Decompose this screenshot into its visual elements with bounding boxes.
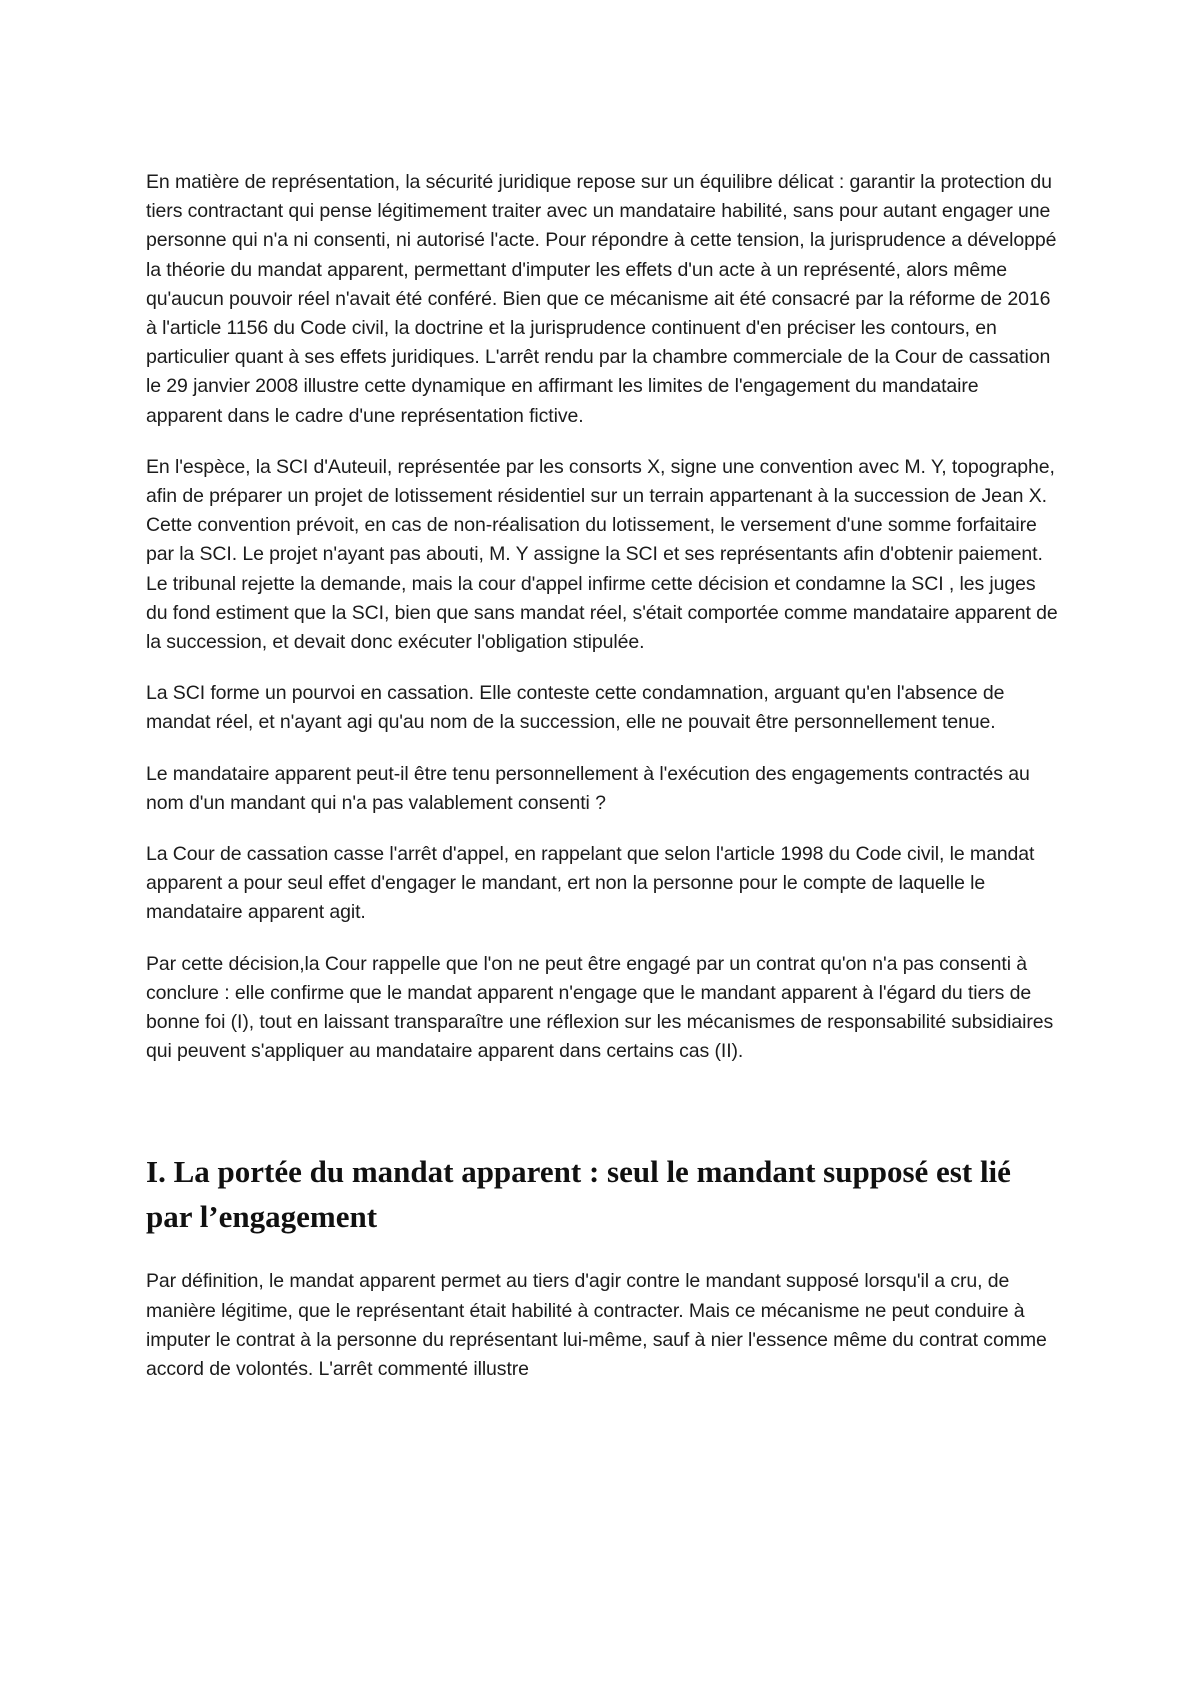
facts-paragraph: En l'espèce, la SCI d'Auteuil, représentée par les consorts X, signe une convention avec M. Y, topographe, afin de préparer un projet de lotissement résidentiel sur un terrain appartenant à la succession de Jean X. Cette convention prévoit, en cas de non-réalisation du lotissement, le versement d'une somme forfaitaire par la SCI. Le projet n'ayant pas abouti, M. Y assigne la SCI et ses représentants afin d'obtenir paiement. Le tribunal rejette la demande, mais la cour d'appel infirme cette décision et condamne la SCI , les juges du fond estiment que la SCI, bien que sans mandat réel, s'était comportée comme mandataire apparent de la succession, et devait donc exécuter l'obligation stipulée.: [146, 455, 1058, 654]
decision-paragraph: La Cour de cassation casse l'arrêt d'appel, en rappelant que selon l'article 1998 du Code civil, le mandat apparent a pour seul effet d'engager le mandant, ert non la personne pour le compte de laquelle le mandataire apparent agit.: [146, 843, 1035, 924]
appeal-paragraph: La SCI forme un pourvoi en cassation. Elle conteste cette condamnation, arguant qu'en l'absence de mandat réel, et n'ayant agi qu'au nom de la succession, elle ne pouvait être personnellement tenue.: [146, 682, 1005, 734]
section-heading: I. La portée du mandat apparent : seul le mandant supposé est lié par l’engagement: [146, 1154, 1011, 1235]
intro-paragraph: En matière de représentation, la sécurité juridique repose sur un équilibre délicat : garantir la protection du tiers contractant qui pense légitimement traiter avec un mandataire habilité, sans pour autant engager une personne qui n'a ni consenti, ni autorisé l'acte. Pour répondre à cette tension, la jurisprudence a développé la théorie du mandat apparent, permettant d'imputer les effets d'un acte à un représenté, alors même qu'aucun pouvoir réel n'avait été conféré. Bien que ce mécanisme ait été consacré par la réforme de 2016 à l'article 1156 du Code civil, la doctrine et la jurisprudence continuent d'en préciser les contours, en particulier quant à ses effets juridiques. L'arrêt rendu par la chambre commerciale de la Cour de cassation le 29 janvier 2008 illustre cette dynamique en affirmant les limites de l'engagement du mandataire apparent dans le cadre d'une représentation fictive.: [146, 171, 1057, 427]
plan-paragraph: Par cette décision,la Cour rappelle que l'on ne peut être engagé par un contrat qu'on n'a pas consenti à conclure : elle confirme que le mandat apparent n'engage que le mandant apparent à l'égard du tiers de bonne foi (I), tout en laissant transparaître une réflexion sur les mécanismes de responsabilité subsidiaires qui peuvent s'appliquer au mandataire apparent dans certains cas (II).: [146, 952, 1054, 1063]
legal-question-paragraph: Le mandataire apparent peut-il être tenu personnellement à l'exécution des engagements contractés au nom d'un mandant qui n'a pas valablement consenti ?: [146, 762, 1030, 814]
section-paragraph: Par définition, le mandat apparent permet au tiers d'agir contre le mandant supposé lorsqu'il a cru, de manière légitime, que le représentant était habilité à contracter. Mais ce mécanisme ne peut conduire à imputer le contrat à la personne du représentant lui-même, sauf à nier l'essence même du contrat comme accord de volontés. L'arrêt commenté illustre: [146, 1270, 1047, 1381]
